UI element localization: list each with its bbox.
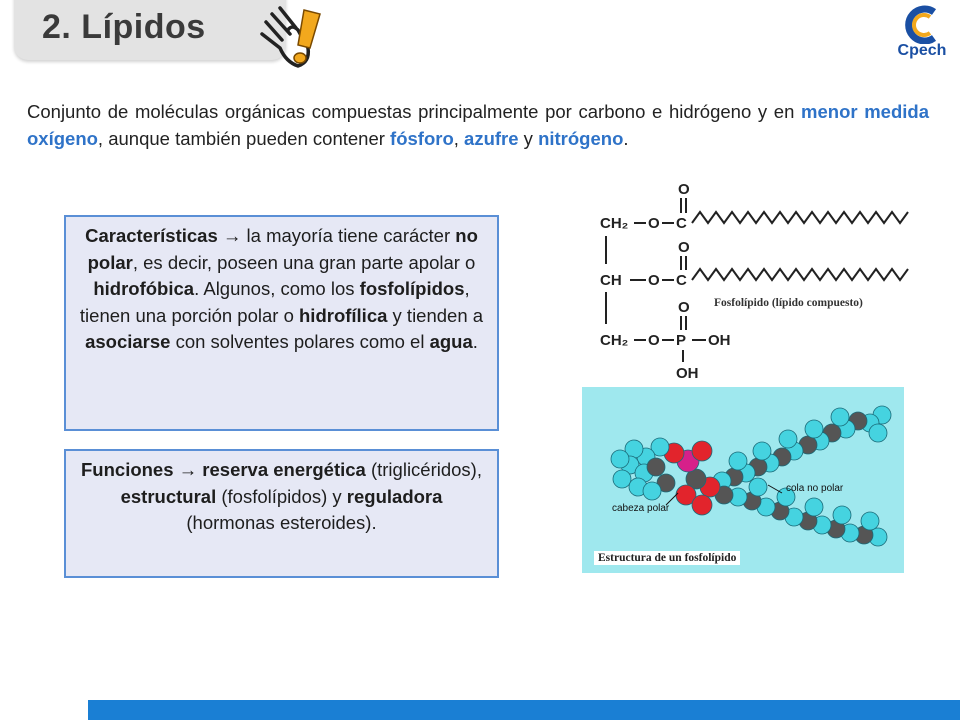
o-ester-2: O — [648, 272, 660, 289]
bold-term: hidrofóbica — [93, 278, 195, 299]
bold-term: estructural — [120, 485, 217, 507]
c-carbonyl-1: C — [676, 215, 687, 232]
footer-bar — [88, 700, 960, 720]
ch2-top-label: CH₂ — [600, 215, 629, 232]
bold-term: Características — [85, 225, 218, 246]
body-text: . Algunos, como los — [194, 278, 360, 299]
bold-term: hidrofílica — [299, 304, 388, 326]
structure-label: Fosfolípido (lípido compuesto) — [714, 297, 863, 309]
functions-box — [64, 449, 499, 578]
intro-highlight: nitrógeno — [538, 128, 624, 149]
o-phosphate-double: O — [678, 299, 690, 316]
page-title: 2. Lípidos — [42, 8, 206, 46]
o-phosphate-ester: O — [648, 332, 660, 349]
intro-highlight: menor medida oxígeno — [27, 101, 929, 149]
o-carbonyl-2: O — [678, 239, 690, 256]
o-carbonyl-1: O — [678, 181, 690, 198]
phospholipid-model-figure — [582, 387, 904, 573]
cpech-logo — [888, 4, 956, 66]
body-text: (fosfolípidos) y — [216, 485, 347, 507]
ch-middle-label: CH — [600, 272, 622, 289]
bold-term: agua — [429, 331, 473, 352]
body-text: , es decir, poseen una gran parte apolar o — [132, 251, 476, 273]
bold-term: reguladora — [346, 485, 443, 507]
body-text: , tienen una porción polar o — [79, 278, 470, 326]
oh-right: OH — [708, 332, 731, 349]
tail-label: cola no polar — [786, 483, 844, 494]
model-caption: Estructura de un fosfolípido — [594, 551, 740, 565]
body-text: (triglicéridos), — [365, 459, 482, 480]
body-text: y tienden a — [387, 304, 484, 326]
p-phosphorus: P — [676, 332, 687, 349]
body-text: → la mayoría tiene carácter — [217, 225, 456, 246]
bold-term: fosfolípidos — [359, 278, 465, 299]
body-text: con solventes polares como el — [170, 331, 430, 352]
cpech-logo-icon — [888, 4, 956, 44]
space-filling-model-diagram — [582, 387, 904, 573]
bold-term: Funciones → reserva energética — [81, 459, 366, 480]
intro-highlight: fósforo — [390, 128, 454, 149]
c-carbonyl-2: C — [676, 272, 687, 289]
intro-text: , — [453, 128, 465, 149]
o-ester-1: O — [648, 215, 660, 232]
characteristics-box — [64, 215, 499, 431]
logo-text: Cpech — [897, 42, 947, 59]
body-text: . — [472, 331, 478, 352]
intro-highlight: azufre — [464, 128, 519, 149]
bold-term: no polar — [87, 225, 478, 273]
intro-paragraph — [27, 98, 929, 152]
head-label: cabeza polar — [612, 503, 670, 514]
intro-text: , aunque también pueden contener — [97, 128, 391, 149]
intro-text: Conjunto de moléculas orgánicas compuestas principalmente por carbono e hidrógeno y en — [27, 101, 802, 122]
intro-text: . — [623, 128, 629, 149]
intro-text: y — [518, 128, 539, 149]
ch2-bottom-label: CH₂ — [600, 332, 629, 349]
body-text: (hormonas esteroides). — [186, 512, 377, 533]
structural-formula-diagram — [582, 178, 914, 384]
phospholipid-structure-figure — [582, 178, 914, 384]
oh-bottom: OH — [676, 365, 699, 382]
hand-exclamation-icon — [252, 0, 332, 80]
bold-term: asociarse — [85, 331, 171, 352]
